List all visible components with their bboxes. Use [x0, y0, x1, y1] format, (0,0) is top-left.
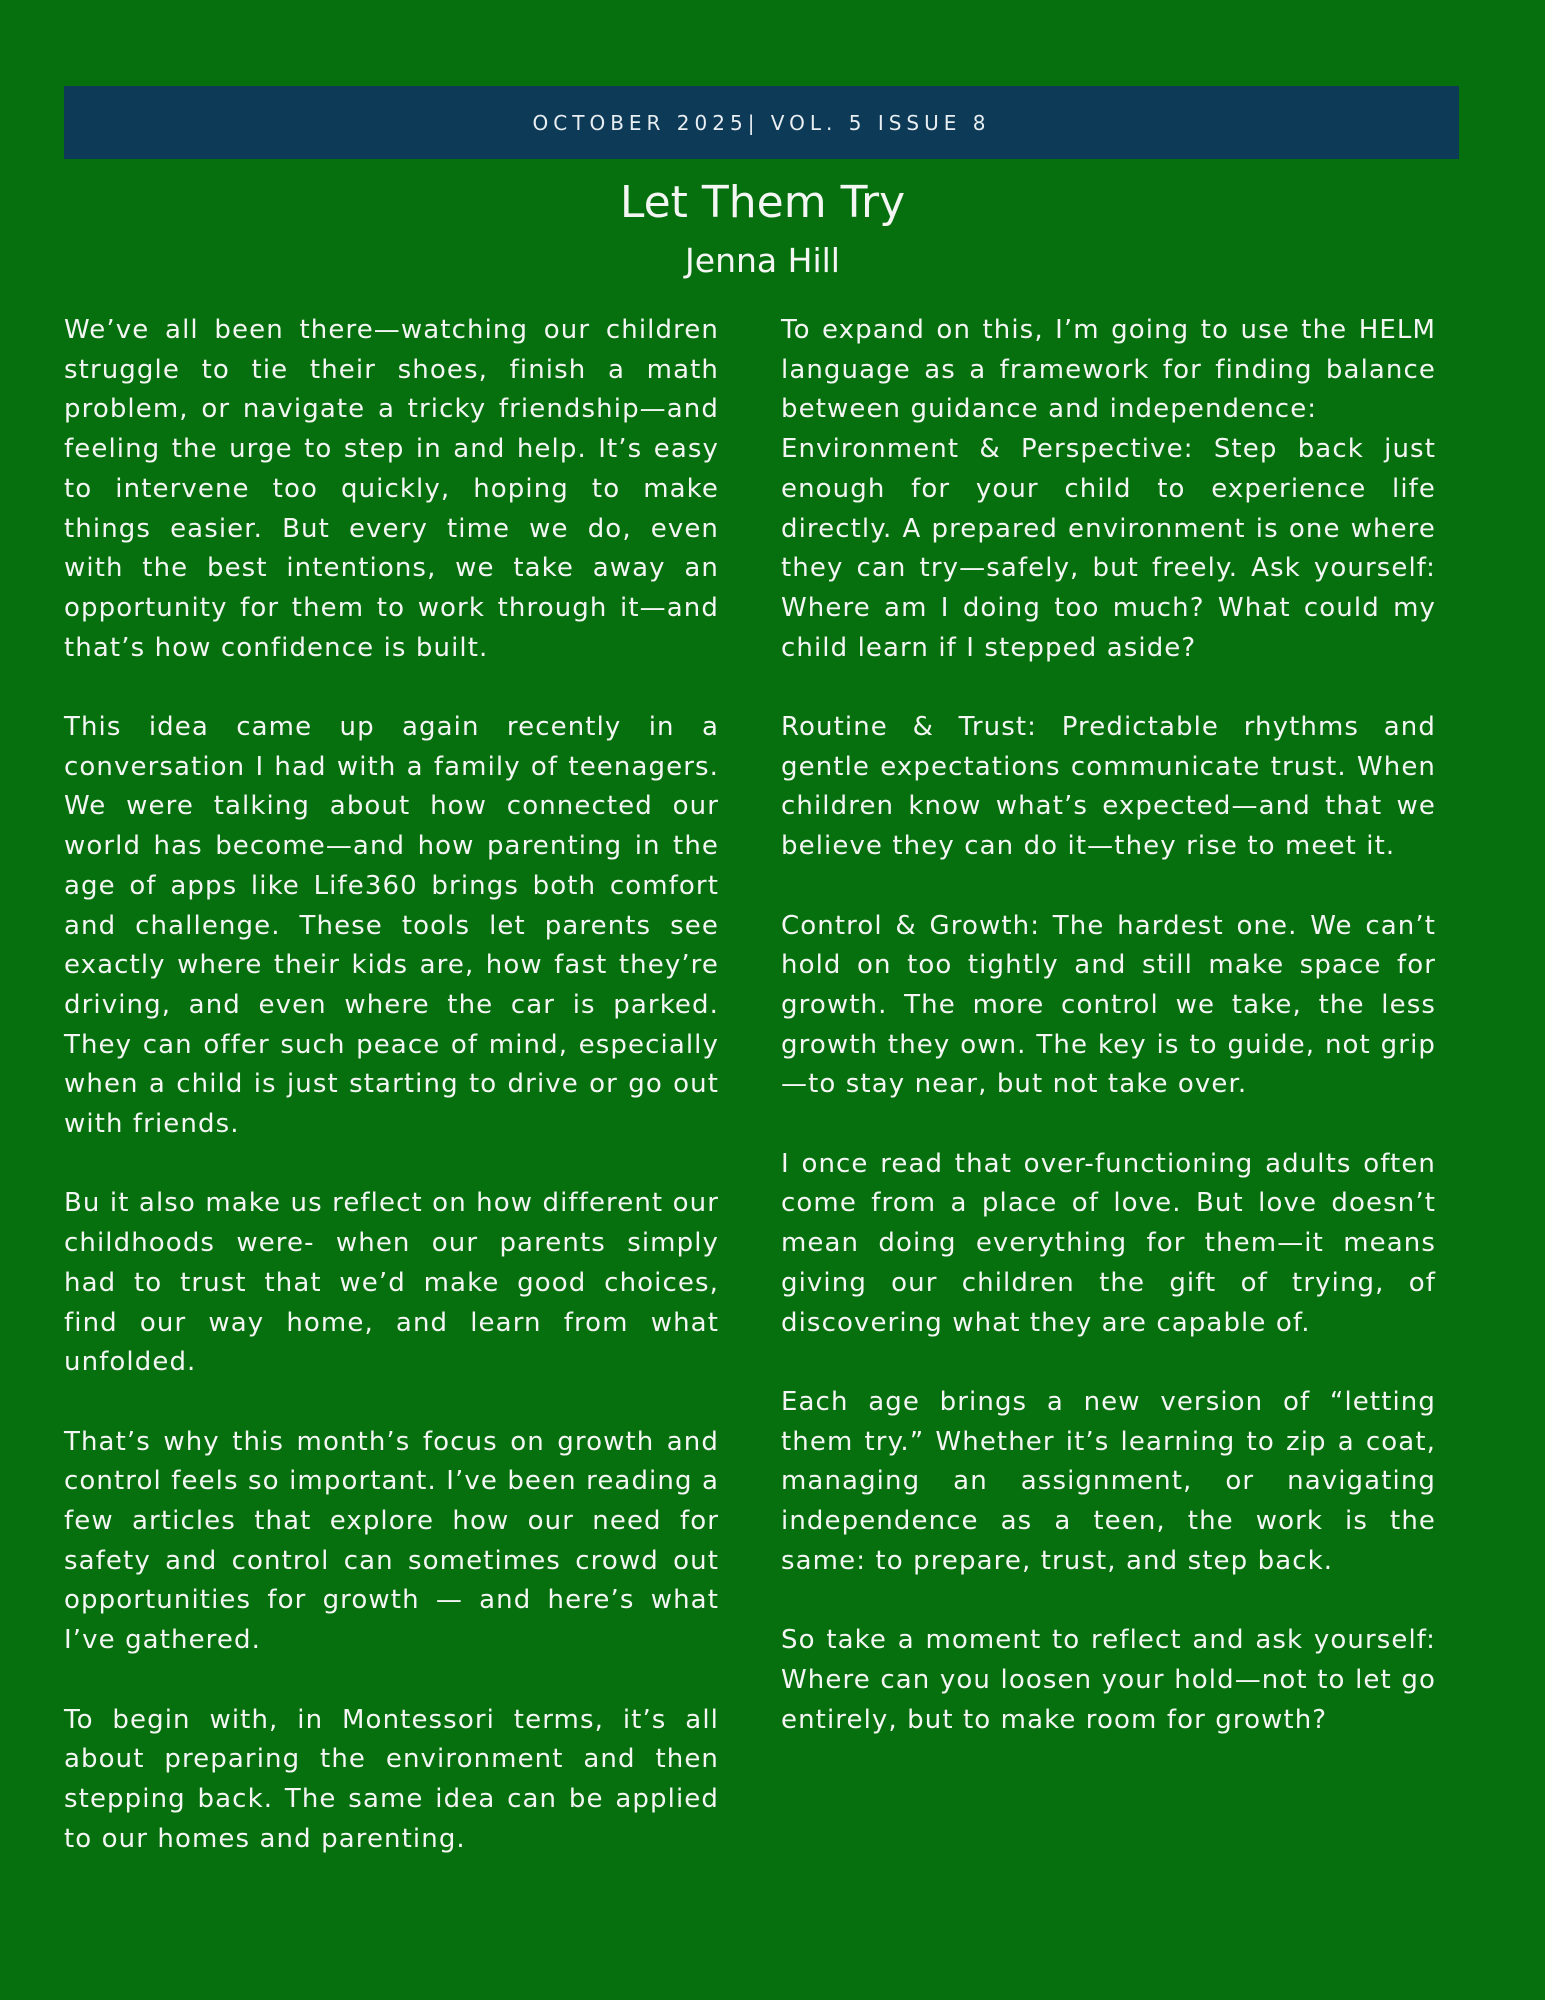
- right-column: [781, 311, 1436, 1740]
- paragraph-love: I once read that over-functioning adults often come from a place of love. But love doesn’t mean doing everything for them—it means giving our children the gift of trying, of discovering what they are capable of.: [781, 1148, 1436, 1338]
- paragraph-each-age: Each age brings a new version of “letting them try.” Whether it’s learning to zip a coat, managing an assignment, or navigating independence as a teen, the work is the same: to prepare, trust, and step back.: [781, 1386, 1436, 1576]
- article-author: Jenna Hill: [685, 241, 840, 280]
- paragraph-routine: Routine & Trust: Predictable rhythms and gentle expectations communicate trust. When children know what’s expected—and that we believe they can do it—they rise to meet it.: [781, 712, 1436, 862]
- issue-line: OCTOBER 2025| VOL. 5 ISSUE 8: [532, 110, 991, 135]
- paragraph-closing: So take a moment to reflect and ask yourself: Where can you loosen your hold—not to let go entirely, but to make room for growth?: [781, 1625, 1436, 1735]
- paragraph-watching-children: We’ve all been there—watching our children struggle to tie their shoes, finish a math problem, or navigate a tricky friendship—and feeling the urge to step in and help. It’s easy to intervene too quickly, hoping to make things easier. But every time we do, even with the best intentions, we take away an opportunity for them to work through it—and that’s how confidence is built.: [64, 315, 719, 663]
- paragraph-environment: Environment & Perspective: Step back just enough for your child to experience life directly. A prepared environment is one where they can try—safely, but freely. Ask yourself: Where am I doing too much? What could my child learn if I stepped aside?: [781, 434, 1436, 663]
- paragraph-life360: This idea came up again recently in a conversation I had with a family of teenagers. We were talking about how connected our world has become—and how parenting in the age of apps like Life360 brings both comfort and challenge. These tools let parents see exactly where their kids are, how fast they’re driving, and even where the car is parked. They can offer such peace of mind, especially when a child is just starting to drive or go out with friends.: [64, 712, 719, 1140]
- paragraph-control: Control & Growth: The hardest one. We can’t hold on too tightly and still make space for growth. The more control we take, the less growth they own. The key is to guide, not grip—to stay near, but not take over.: [781, 910, 1436, 1100]
- left-column: [64, 311, 719, 1859]
- paragraph-helm-intro: To expand on this, I’m going to use the HELM language as a framework for finding balance between guidance and independence:: [781, 315, 1436, 425]
- paragraph-childhoods: Bu it also make us reflect on how different our childhoods were- when our parents simply had to trust that we’d make good choices, find our way home, and learn from what unfolded.: [64, 1188, 719, 1378]
- paragraph-montessori: To begin with, in Montessori terms, it’s all about preparing the environment and then stepping back. The same idea can be applied to our homes and parenting.: [64, 1704, 719, 1854]
- article-title: Let Them Try: [619, 177, 906, 228]
- issue-banner: [64, 86, 1459, 159]
- paragraph-growth-control: That’s why this month’s focus on growth and control feels so important. I’ve been reading a few articles that explore how our need for safety and control can sometimes crowd out opportunities for growth — and here’s what I’ve gathered.: [64, 1426, 719, 1656]
